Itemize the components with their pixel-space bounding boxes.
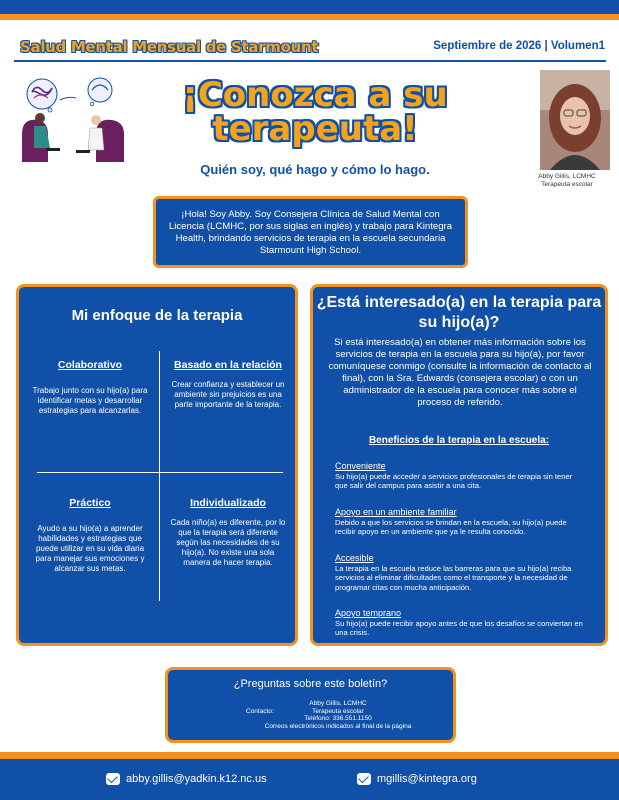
benefit-text: La terapia en la escuela reduce las barreras para que su hijo(a) reciba servicios al eliminar dificultades como el transporte y la necesidad de programar citas con mucha anticipación. bbox=[335, 564, 572, 592]
hero-title bbox=[140, 75, 490, 149]
benefit-item bbox=[335, 461, 585, 491]
grid-divider-vertical bbox=[159, 351, 160, 601]
approach-heading: Basado en la relación bbox=[174, 359, 282, 371]
footer-email-1[interactable] bbox=[106, 773, 267, 785]
benefit-heading: Conveniente bbox=[335, 461, 386, 471]
contact-name: Abby Gillis, LCMHC bbox=[309, 700, 367, 707]
footer-email-2[interactable] bbox=[357, 773, 477, 785]
interest-title: ¿Está interesado(a) en la terapia para su hijo(a)? bbox=[316, 294, 602, 331]
footer-accent-bar bbox=[0, 752, 619, 759]
approach-heading: Colaborativo bbox=[57, 359, 123, 371]
approach-heading: Práctico bbox=[69, 497, 111, 509]
mail-icon bbox=[106, 773, 120, 785]
benefit-item bbox=[335, 507, 585, 537]
benefit-heading: Apoyo temprano bbox=[335, 608, 402, 618]
approach-cell bbox=[169, 497, 287, 568]
benefit-heading: Apoyo en un ambiente familiar bbox=[335, 507, 457, 517]
benefit-text: Su hijo(a) puede recibir apoyo antes de que los desafíos se conviertan en una crisis. bbox=[335, 619, 583, 638]
mail-icon bbox=[357, 773, 371, 785]
photo-caption-role: Terapeuta escolar bbox=[541, 181, 593, 188]
footer-bar bbox=[0, 759, 619, 800]
contact-details bbox=[248, 700, 428, 730]
therapy-session-illustration bbox=[16, 74, 128, 166]
footer-email-1-text[interactable]: abby.gillis@yadkin.k12.nc.us bbox=[126, 773, 267, 785]
approach-heading: Individualizado bbox=[190, 497, 266, 509]
contact-phone: Teléfono: 336.551.1150 bbox=[304, 715, 372, 723]
benefit-item bbox=[335, 608, 585, 638]
header-divider bbox=[14, 60, 606, 62]
benefit-heading: Accesible bbox=[335, 553, 374, 563]
interest-panel bbox=[310, 284, 608, 646]
contact-label: Contacto: bbox=[246, 708, 274, 715]
photo-caption-name: Abby Gillis, LCMHC bbox=[538, 173, 596, 180]
portrait-image bbox=[540, 70, 610, 170]
intro-box: ¡Hola! Soy Abby. Soy Consejera Clínica de Salud Mental con Licencia (LCMHC, por sus siglas en inglés) y trabajo para Kintegra Health, brindando servicios de terapia en la escuela secundaria Starmount High School. bbox=[153, 196, 468, 268]
hero-title-line1: ¡Conozca a su bbox=[182, 75, 448, 115]
footer-email-2-text[interactable]: mgillis@kintegra.org bbox=[377, 773, 477, 785]
benefit-text: Debido a que los servicios se brindan en la escuela, su hijo(a) puede recibir apoyo en un ambiente que ya le resulta conocido. bbox=[335, 518, 567, 537]
therapist-photo bbox=[540, 70, 610, 170]
questions-box bbox=[165, 667, 456, 743]
benefit-item bbox=[335, 553, 585, 592]
benefit-text: Su hijo(a) puede acceder a servicios profesionales de terapia sin tener que salir del campus para asistir a una cita. bbox=[335, 472, 573, 491]
approach-cell bbox=[31, 359, 149, 416]
contact-emails-note: Correos electrónicos indicados al final de la página bbox=[264, 722, 412, 730]
interest-body: Si está interesado(a) en obtener más información sobre los servicios de terapia en la escuela para su hijo(a), por favor comuníquese conmigo (consulte la información de contacto al final), con la Sra. Edwards (consejera escolar) o con un administrador de la escuela para conocer más sobre el proceso de referido. bbox=[328, 337, 592, 408]
approach-cell bbox=[169, 359, 287, 410]
hero-title-line2: terapeuta! bbox=[212, 109, 418, 149]
hero-subtitle: Quién soy, qué hago y cómo lo hago. bbox=[200, 162, 430, 177]
approach-title: Mi enfoque de la terapia bbox=[71, 307, 243, 324]
top-bar bbox=[0, 0, 619, 14]
photo-caption bbox=[520, 173, 614, 189]
contact-role: Terapeuta escolar bbox=[312, 707, 364, 715]
approach-text: Crear confianza y establecer un ambiente sin prejuicios es una parte importante de la terapia. bbox=[171, 380, 285, 409]
approach-text: Trabajo junto con su hijo(a) para identificar metas y desarrollar estrategias para alcanzarlas. bbox=[32, 386, 148, 415]
top-accent-bar bbox=[0, 14, 619, 20]
approach-cell bbox=[31, 497, 149, 574]
newsletter-title: Salud Mental Mensual de Starmount bbox=[20, 38, 319, 56]
questions-title: ¿Preguntas sobre este boletín? bbox=[233, 678, 388, 690]
issue-info: Septiembre de 2026 | Volumen1 bbox=[433, 40, 605, 52]
approach-text: Cada niño(a) es diferente, por lo que la terapia será diferente según las necesidades de su hijo(a). No existe una sola manera de hacer terapia. bbox=[170, 518, 286, 567]
benefits-title: Beneficios de la terapia en la escuela: bbox=[368, 435, 550, 446]
approach-panel bbox=[16, 284, 298, 646]
approach-text: Ayudo a su hijo(a) a aprender habilidades y estrategias que puede utilizar en su vida diaria para manejar sus emociones y alcanzar sus metas. bbox=[35, 524, 145, 573]
grid-divider-horizontal bbox=[37, 472, 283, 473]
